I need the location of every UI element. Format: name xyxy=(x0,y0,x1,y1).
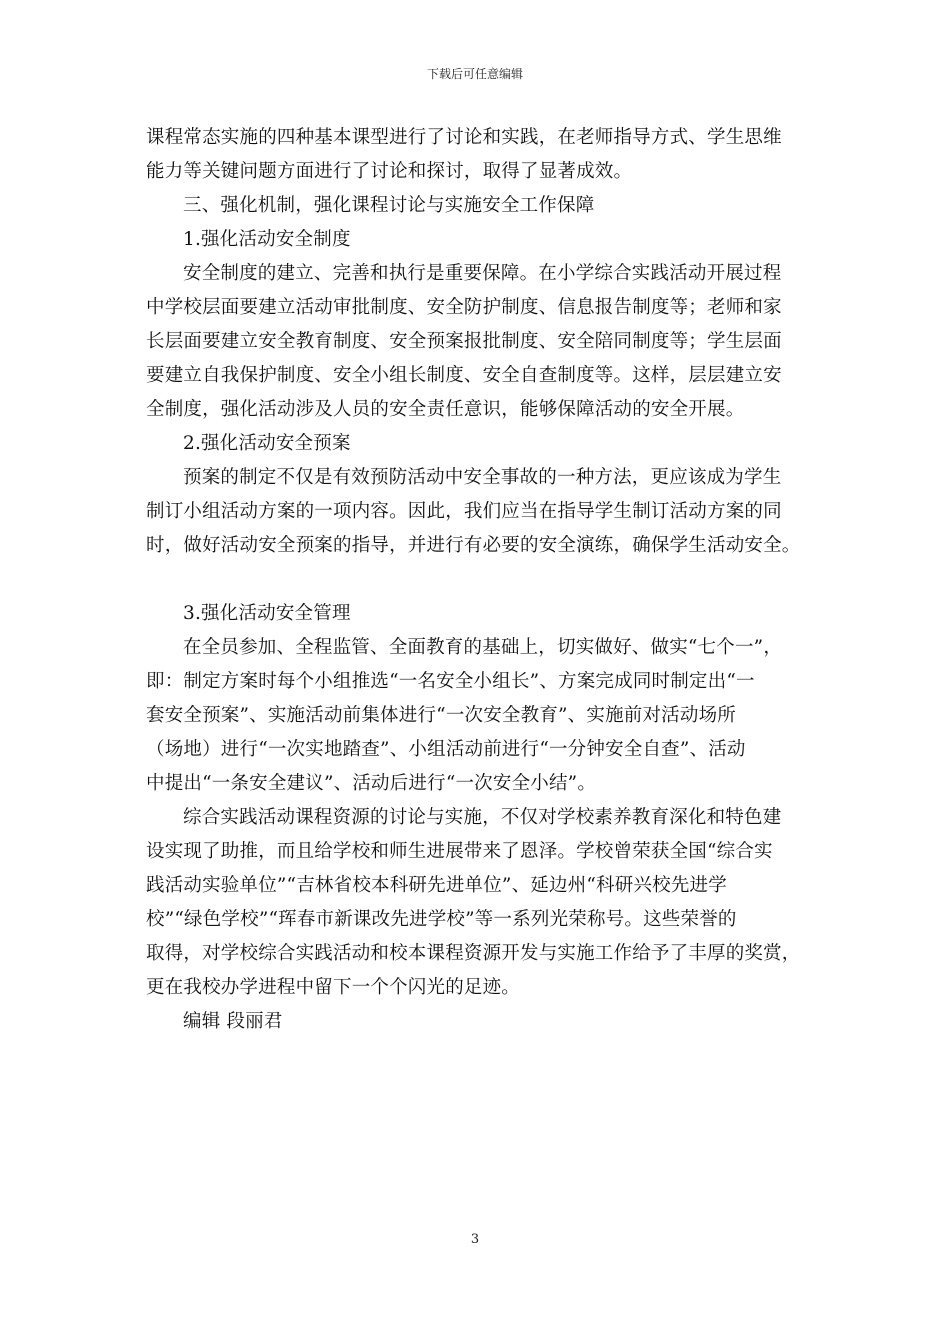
body-line: 课程常态实施的四种基本课型进行了讨论和实践，在老师指导方式、学生思维 xyxy=(146,127,782,148)
body-line: （场地）进行“一次实地踏查”、小组活动前进行“一分钟安全自查”、活动 xyxy=(146,739,746,760)
document-body xyxy=(146,121,818,1039)
body-line: 更在我校办学进程中留下一个个闪光的足迹。 xyxy=(146,977,521,998)
section-heading: 三、强化机制，强化课程讨论与实施安全工作保障 xyxy=(183,195,595,216)
body-line: 套安全预案”、实施活动前集体进行“一次安全教育”、实施前对活动场所 xyxy=(146,705,736,726)
blank-line xyxy=(146,563,818,597)
body-line: 中提出“一条安全建议”、活动后进行“一次安全小结”。 xyxy=(146,773,597,794)
body-line: 长层面要建立安全教育制度、安全预案报批制度、安全陪同制度等；学生层面 xyxy=(146,331,782,352)
body-line: 校”“绿色学校”“珲春市新课改先进学校”等一系列光荣称号。这些荣誉的 xyxy=(146,909,737,930)
subsection-heading: 1.强化活动安全制度 xyxy=(183,229,351,250)
body-line: 中学校层面要建立活动审批制度、安全防护制度、信息报告制度等；老师和家 xyxy=(146,297,782,318)
body-line: 能力等关键问题方面进行了讨论和探讨，取得了显著成效。 xyxy=(146,161,633,182)
page-number: 3 xyxy=(470,1232,480,1247)
subsection-heading: 2.强化活动安全预案 xyxy=(183,433,351,454)
body-line: 取得，对学校综合实践活动和校本课程资源开发与实施工作给予了丰厚的奖赏， xyxy=(146,943,801,964)
body-line: 在全员参加、全程监管、全面教育的基础上，切实做好、做实“七个一”， xyxy=(183,637,783,658)
subsection-heading: 3.强化活动安全管理 xyxy=(183,603,351,624)
body-line: 设实现了助推，而且给学校和师生进展带来了恩泽。学校曾荣获全国“综合实 xyxy=(146,841,773,862)
body-line: 安全制度的建立、完善和执行是重要保障。在小学综合实践活动开展过程 xyxy=(183,263,782,284)
body-line: 践活动实验单位”“吉林省校本科研先进单位”、延边州“科研兴校先进学 xyxy=(146,875,727,896)
body-line: 时，做好活动安全预案的指导，并进行有必要的安全演练，确保学生活动安全。 xyxy=(146,535,801,556)
editor-credit: 编辑 段丽君 xyxy=(183,1011,283,1032)
body-line: 全制度，强化活动涉及人员的安全责任意识，能够保障活动的安全开展。 xyxy=(146,399,745,420)
body-line: 制订小组活动方案的一项内容。因此，我们应当在指导学生制订活动方案的同 xyxy=(146,501,782,522)
body-line: 预案的制定不仅是有效预防活动中安全事故的一种方法，更应该成为学生 xyxy=(183,467,782,488)
body-line: 综合实践活动课程资源的讨论与实施，不仅对学校素养教育深化和特色建 xyxy=(183,807,782,828)
page-header: 下载后可任意编辑 xyxy=(426,67,523,81)
body-line: 要建立自我保护制度、安全小组长制度、安全自查制度等。这样，层层建立安 xyxy=(146,365,782,386)
body-line: 即：制定方案时每个小组推选“一名安全小组长”、方案完成同时制定出“一 xyxy=(146,671,755,692)
